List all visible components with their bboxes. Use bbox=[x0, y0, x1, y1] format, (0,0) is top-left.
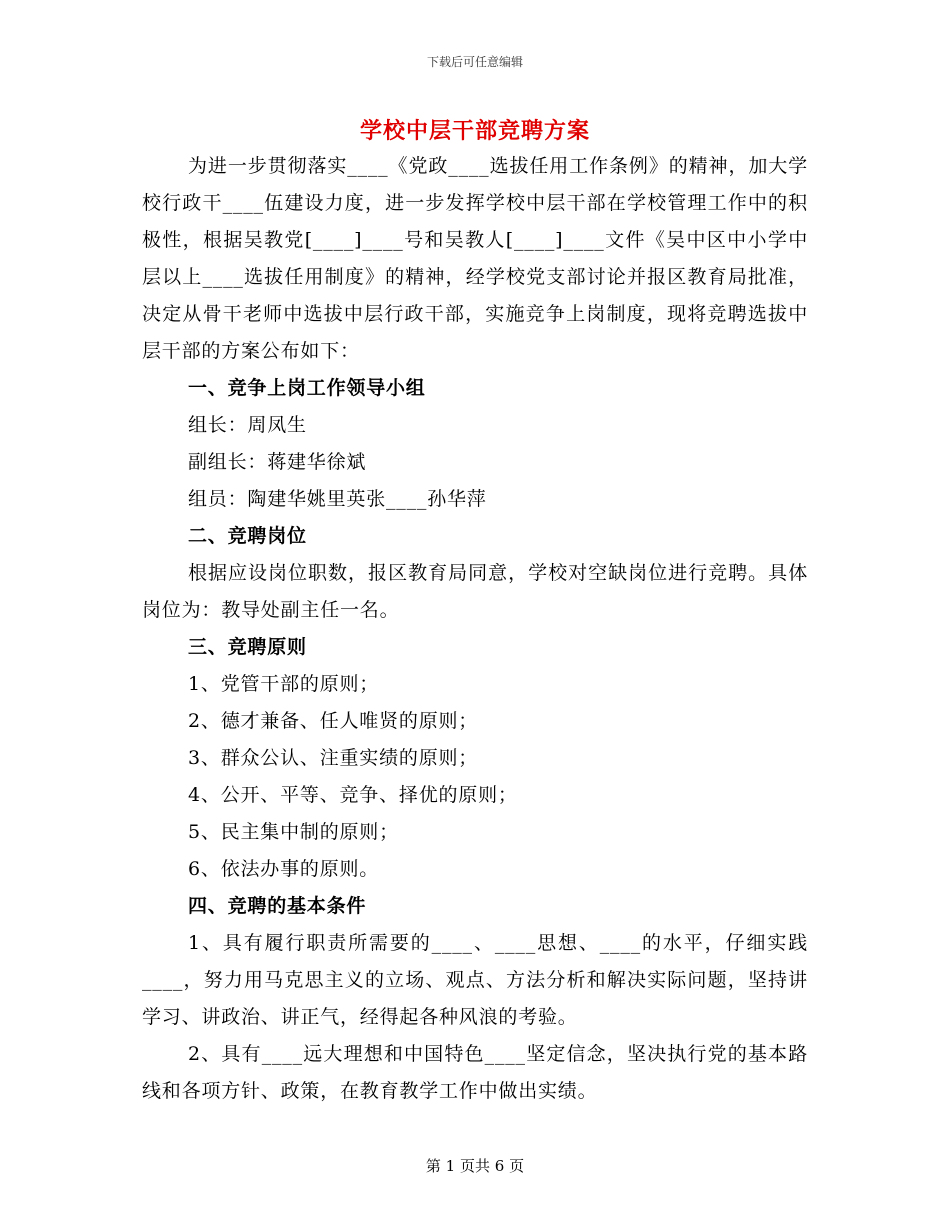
condition-item: 1、具有履行职责所需要的____、____思想、____的水平，仔细实践____，努力用马克思主义的立场、观点、方法分析和解决实际问题，坚持讲学习、讲政治、讲正气，经得起各种风浪的考验。 bbox=[142, 932, 808, 1028]
page-footer: 第 1 页共 6 页 bbox=[425, 1157, 525, 1175]
condition-item: 2、具有____远大理想和中国特色____坚定信念，坚决执行党的基本路线和各项方针、政策，在教育教学工作中做出实绩。 bbox=[142, 1043, 808, 1102]
principle-item: 4、公开、平等、竞争、择优的原则； bbox=[188, 784, 518, 806]
principle-item: 6、依法办事的原则。 bbox=[188, 858, 380, 880]
section-heading-leadership: 一、竞争上岗工作领导小组 bbox=[188, 377, 426, 399]
positions-paragraph: 根据应设岗位职数，报区教育局同意，学校对空缺岗位进行竞聘。具体岗位为：教导处副主任一名。 bbox=[142, 562, 808, 621]
intro-paragraph: 为进一步贯彻落实____《党政____选拔任用工作条例》的精神，加大学校行政干____伍建设力度，进一步发挥学校中层干部在学校管理工作中的积极性，根据吴教党[____]____号和吴教人[____]____文件《吴中区中小学中层以上____选拔任用制度》的精神，经学校党支部讨论并报区教育局批准，决定从骨干老师中选拔中层行政干部，实施竞争上岗制度，现将竞聘选拔中层干部的方案公布如下： bbox=[142, 155, 808, 362]
section-heading-principles: 三、竞聘原则 bbox=[188, 636, 307, 658]
document-title: 学校中层干部竞聘方案 bbox=[359, 118, 590, 144]
header-note: 下载后可任意编辑 bbox=[426, 55, 523, 69]
principle-item: 5、民主集中制的原则； bbox=[188, 821, 399, 843]
principle-item: 3、群众公认、注重实绩的原则； bbox=[188, 747, 479, 769]
principle-item: 1、党管干部的原则； bbox=[188, 673, 380, 695]
section-heading-conditions: 四、竞聘的基本条件 bbox=[188, 895, 367, 917]
principle-item: 2、德才兼备、任人唯贤的原则； bbox=[188, 710, 479, 732]
section-heading-positions: 二、竞聘岗位 bbox=[188, 525, 307, 547]
leader-line: 组长：周凤生 bbox=[188, 414, 307, 436]
document-body bbox=[142, 148, 808, 1110]
members-line: 组员：陶建华姚里英张____孙华萍 bbox=[188, 488, 487, 510]
deputy-leader-line: 副组长：蒋建华徐斌 bbox=[188, 451, 367, 473]
